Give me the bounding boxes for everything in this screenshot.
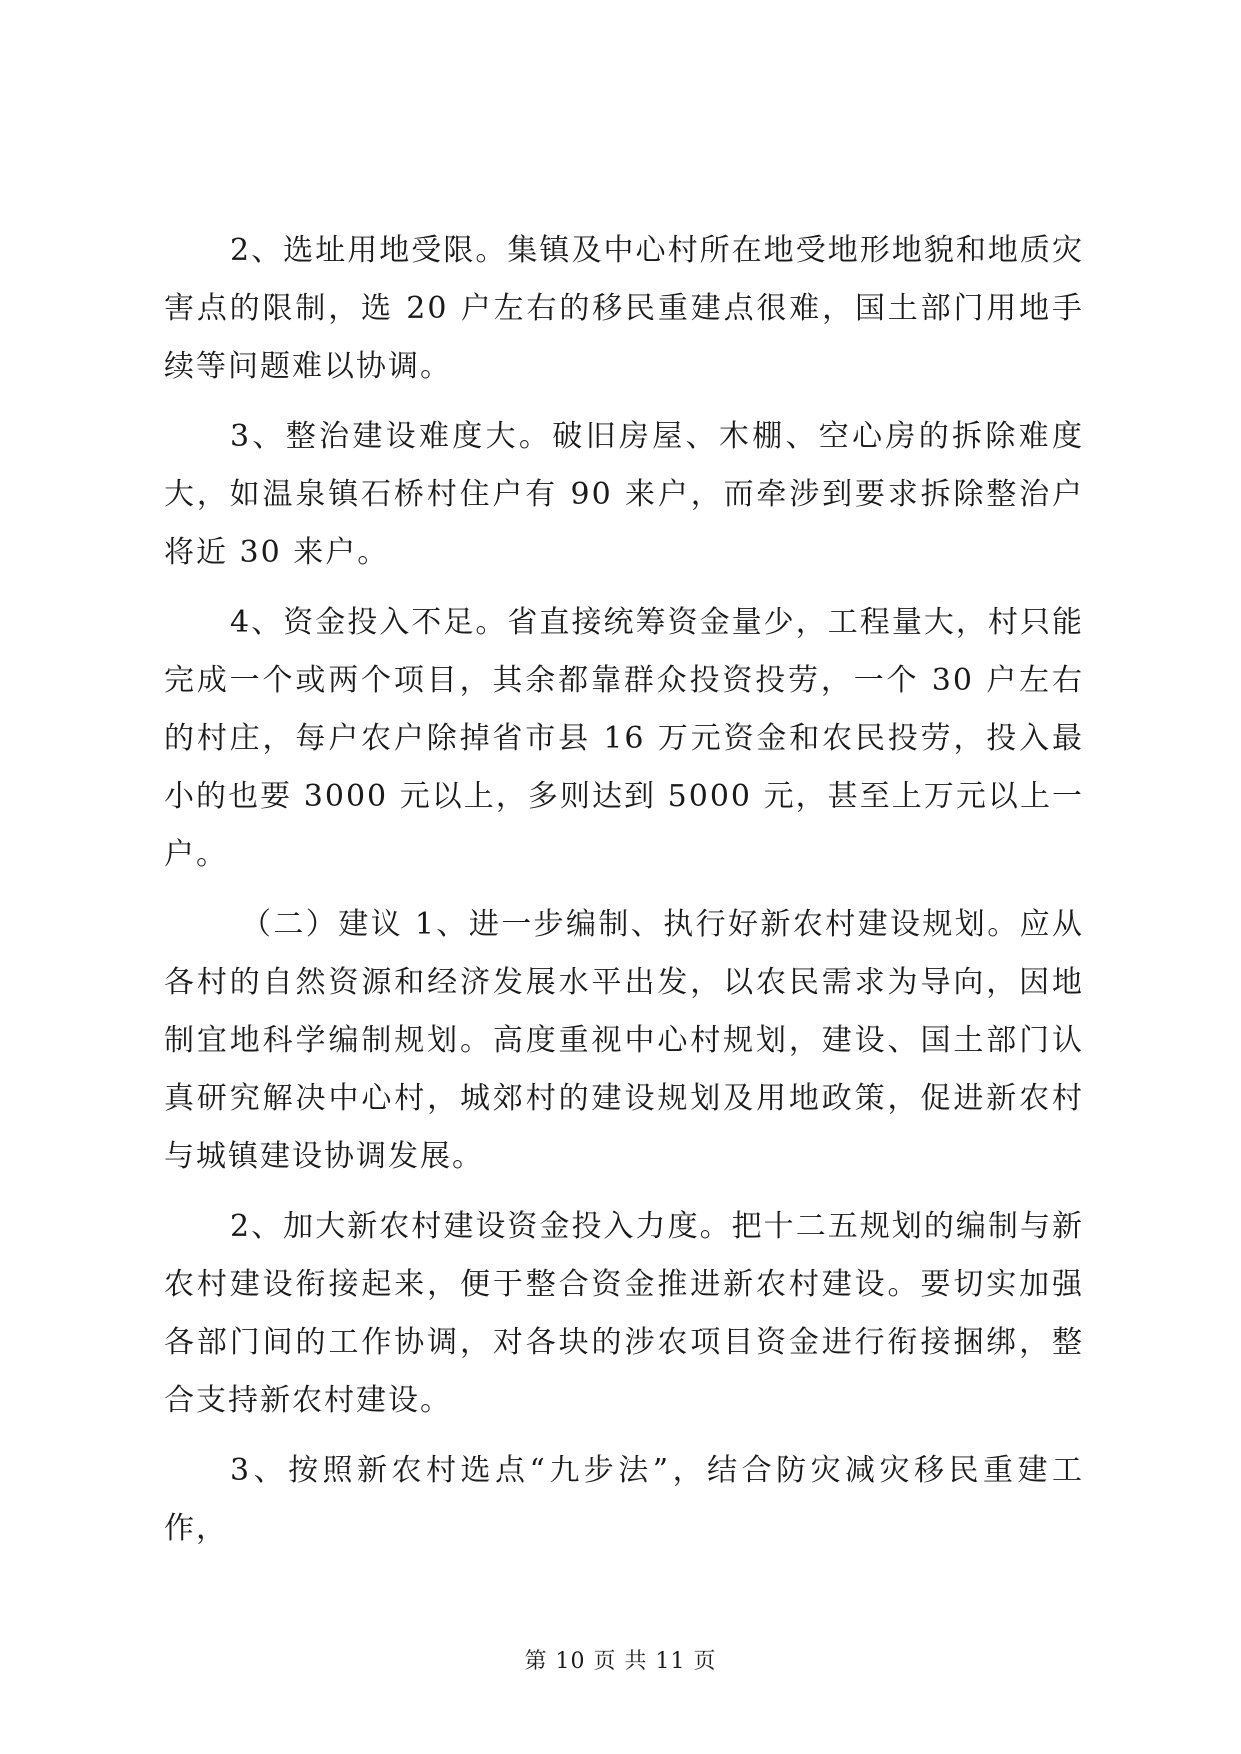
paragraph-renovation-difficulty: 3、整治建设难度大。破旧房屋、木棚、空心房的拆除难度大，如温泉镇石桥村住户有 90 来户，而牵涉到要求拆除整治户将近 30 来户。 <box>164 419 1084 570</box>
paragraph-recommendation-planning: （二）建议 1、进一步编制、执行好新农村建设规划。应从各村的自然资源和经济发展水平出发，以农民需求为导向，因地制宜地科学编制规划。高度重视中心村规划，建设、国土部门认真研究解决中心村，城郊村的建设规划及用地政策，促进新农村与城镇建设协调发展。 <box>164 907 1084 1174</box>
paragraph-insufficient-funding: 4、资金投入不足。省直接统筹资金量少，工程量大，村只能完成一个或两个项目，其余都靠群众投资投劳，一个 30 户左右的村庄，每户农户除掉省市县 16 万元资金和农民投劳，投入最小的也要 3000 元以上，多则达到 5000 元，甚至上万元以上一户。 <box>164 605 1084 872</box>
paragraph-recommendation-funding: 2、加大新农村建设资金投入力度。把十二五规划的编制与新农村建设衔接起来，便于整合资金推进新农村建设。要切实加强各部门间的工作协调，对各块的涉农项目资金进行衔接捆绑，整合支持新农村建设。 <box>164 1209 1084 1418</box>
paragraph-site-selection: 2、选址用地受限。集镇及中心村所在地受地形地貌和地质灾害点的限制，选 20 户左右的移民重建点很难，国土部门用地手续等问题难以协调。 <box>164 233 1084 384</box>
paragraph-nine-step-method: 3、按照新农村选点“九步法”，结合防灾减灾移民重建工作， <box>164 1453 1084 1546</box>
body-text <box>164 222 1084 1570</box>
page-number-footer: 第 10 页 共 11 页 <box>524 1649 717 1674</box>
